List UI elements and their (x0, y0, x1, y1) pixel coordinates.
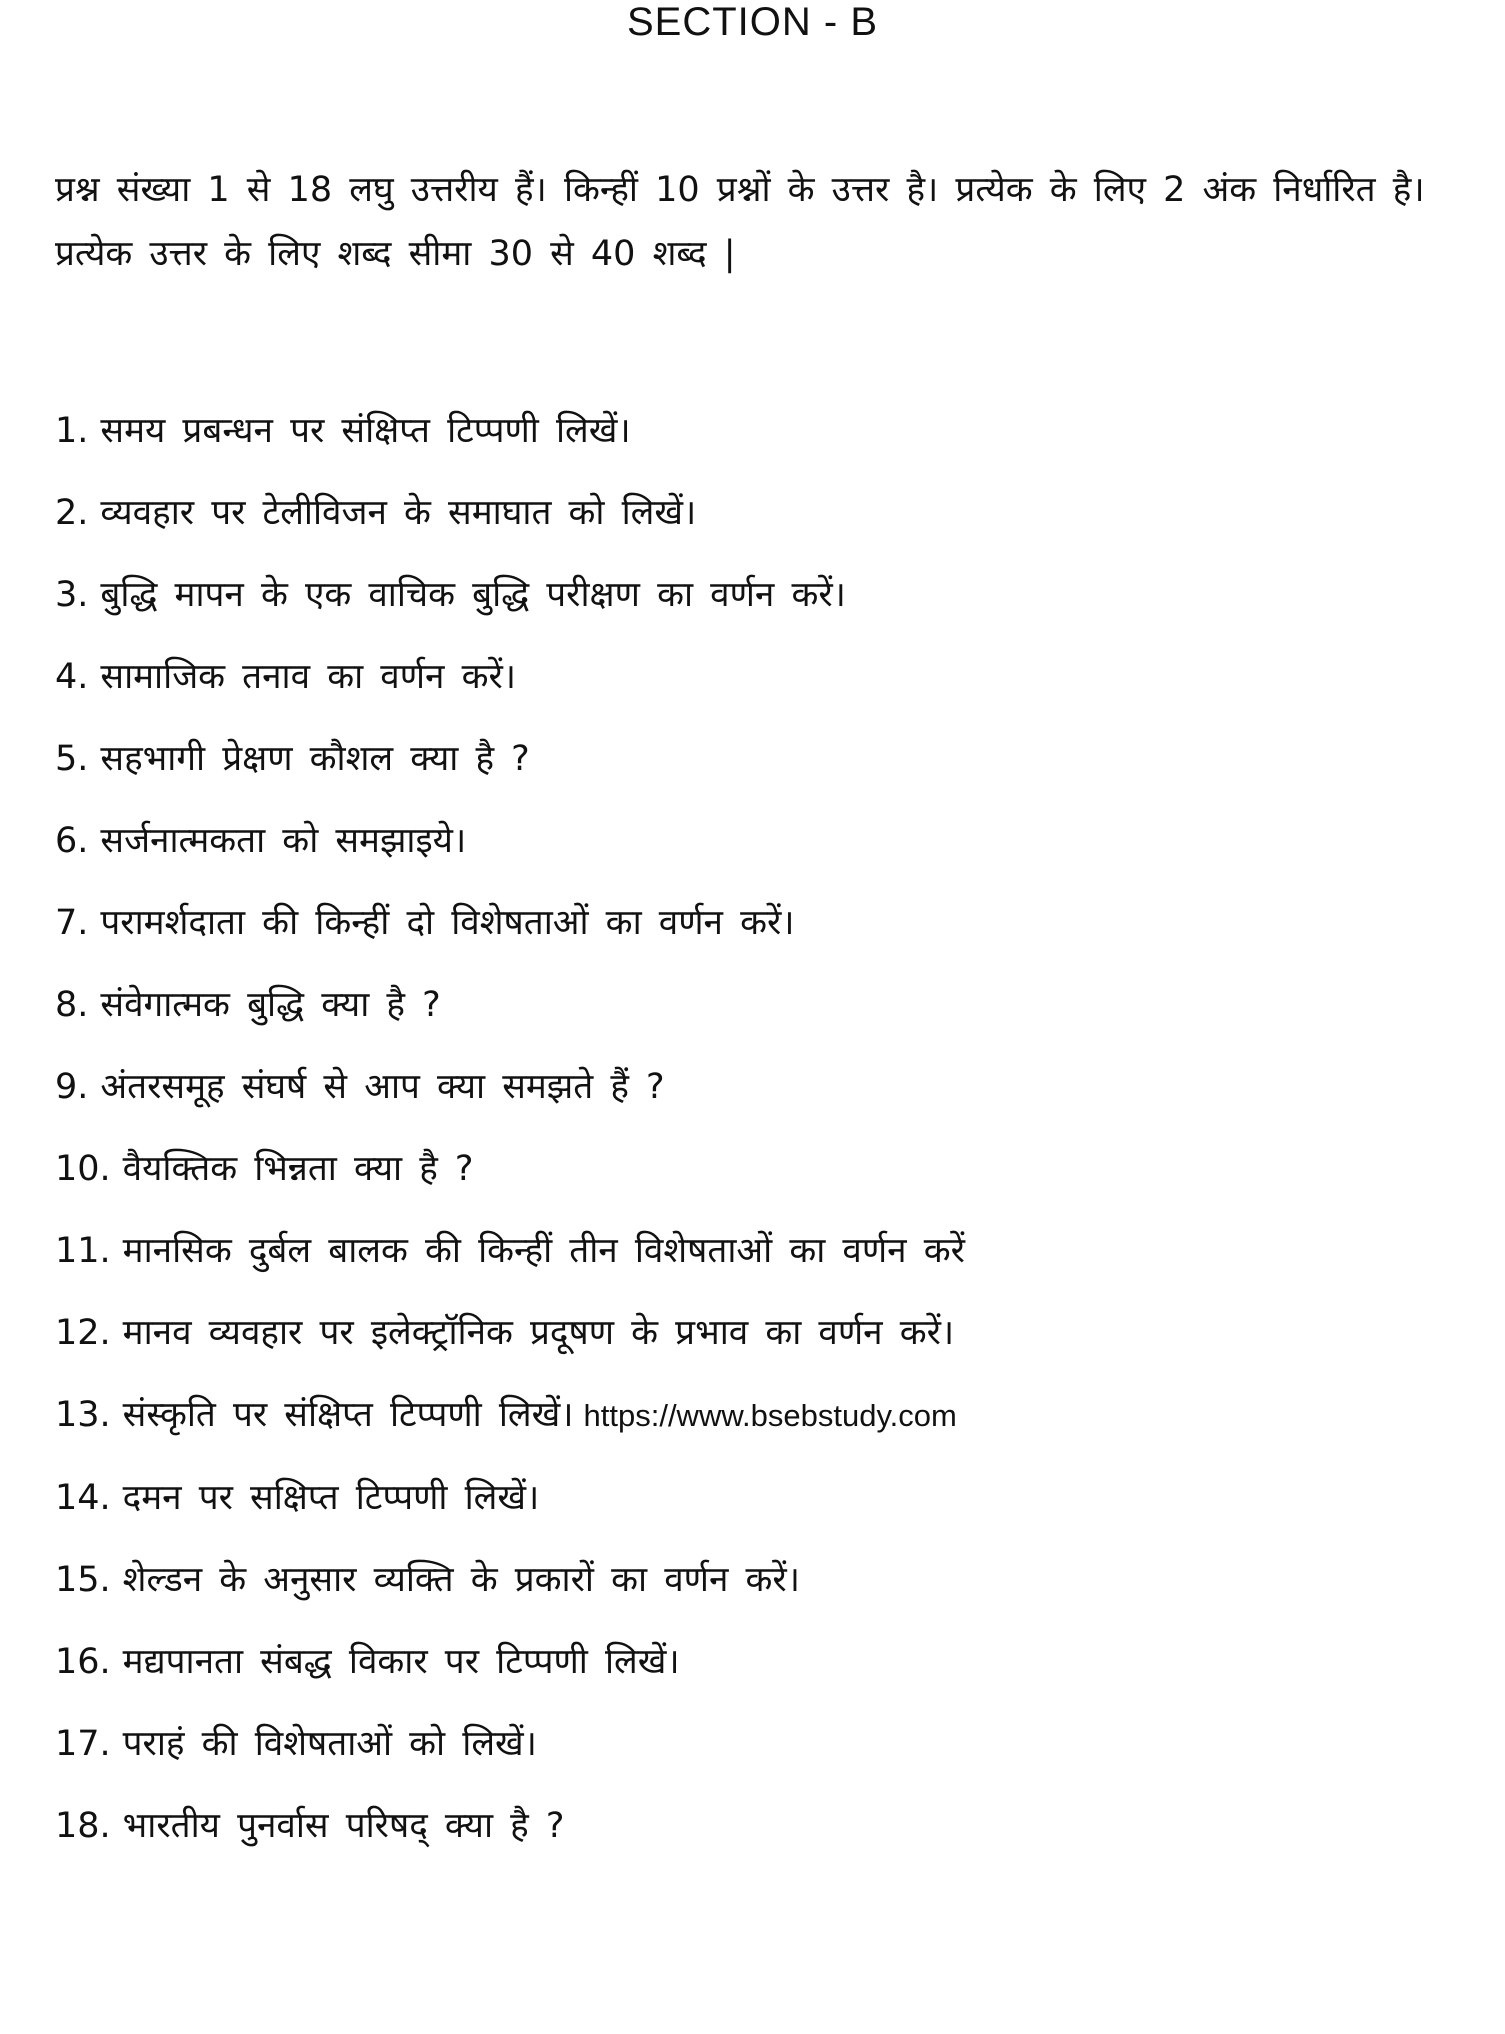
question-number: 12. (55, 1313, 111, 1353)
question-number: 14. (55, 1478, 111, 1518)
question-item (55, 882, 965, 964)
question-text: मद्यपानता संबद्ध विकार पर टिप्पणी लिखें। (122, 1642, 680, 1682)
question-item (55, 1292, 965, 1374)
question-item (55, 1785, 965, 1867)
question-text: परामर्शदाता की किन्हीं दो विशेषताओं का वर्णन करें। (100, 903, 795, 943)
question-text: संवेगात्मक बुद्धि क्या है ? (100, 985, 441, 1025)
question-number: 10. (55, 1149, 111, 1189)
question-number: 5. (55, 739, 89, 779)
question-number: 2. (55, 493, 89, 533)
section-title: SECTION - B (626, 0, 879, 44)
question-item (55, 1703, 965, 1785)
question-item (55, 390, 965, 472)
question-text: मानसिक दुर्बल बालक की किन्हीं तीन विशेषताओं का वर्णन करें (122, 1231, 965, 1271)
question-item (55, 472, 965, 554)
question-number: 15. (55, 1560, 111, 1600)
question-number: 7. (55, 903, 89, 943)
question-text: पराहं की विशेषताओं को लिखें। (122, 1724, 537, 1764)
question-text: समय प्रबन्धन पर संक्षिप्त टिप्पणी लिखें। (100, 411, 631, 451)
question-item (55, 1046, 965, 1128)
question-number: 18. (55, 1806, 111, 1846)
question-item (55, 964, 965, 1046)
question-item (55, 554, 965, 636)
question-number: 17. (55, 1724, 111, 1764)
question-text: सामाजिक तनाव का वर्णन करें। (100, 657, 517, 697)
question-item (55, 1621, 965, 1703)
question-text: अंतरसमूह संघर्ष से आप क्या समझते हैं ? (100, 1067, 665, 1107)
question-text: वैयक्तिक भिन्नता क्या है ? (122, 1149, 474, 1189)
question-number: 6. (55, 821, 89, 861)
question-text: सहभागी प्रेक्षण कौशल क्या है ? (100, 739, 530, 779)
question-number: 4. (55, 657, 89, 697)
question-item (55, 1539, 965, 1621)
question-item (55, 1210, 965, 1292)
question-text: व्यवहार पर टेलीविजन के समाघात को लिखें। (100, 493, 697, 533)
watermark-url: https://www.bsebstudy.com (583, 1398, 957, 1433)
question-item (55, 636, 965, 718)
question-text: दमन पर सक्षिप्त टिप्पणी लिखें। (122, 1478, 540, 1518)
question-list (55, 390, 965, 1867)
question-text: शेल्डन के अनुसार व्यक्ति के प्रकारों का वर्णन करें। (122, 1560, 800, 1600)
question-text: संस्कृति पर संक्षिप्त टिप्पणी लिखें। (122, 1395, 574, 1435)
question-number: 8. (55, 985, 89, 1025)
question-item (55, 1128, 965, 1210)
question-number: 1. (55, 411, 89, 451)
instructions-paragraph: प्रश्न संख्या 1 से 18 लघु उत्तरीय हैं। किन्हीं 10 प्रश्नों के उत्तर है। प्रत्येक के लिए 2 अंक निर्धारित है। प्रत्येक उत्तर के लिए शब्द सीमा 30 से 40 शब्द | (55, 170, 1425, 274)
question-number: 3. (55, 575, 89, 615)
question-number: 9. (55, 1067, 89, 1107)
question-number: 16. (55, 1642, 111, 1682)
question-item (55, 800, 965, 882)
question-item (55, 1457, 965, 1539)
question-text: बुद्धि मापन के एक वाचिक बुद्धि परीक्षण का वर्णन करें। (100, 575, 846, 615)
question-text: भारतीय पुनर्वास परिषद् क्या है ? (122, 1806, 565, 1846)
question-text: मानव व्यवहार पर इलेक्ट्रॉनिक प्रदूषण के प्रभाव का वर्णन करें। (122, 1313, 955, 1353)
question-item (55, 1374, 965, 1457)
question-number: 11. (55, 1231, 111, 1271)
question-number: 13. (55, 1395, 111, 1435)
question-text: सर्जनात्मकता को समझाइये। (100, 821, 467, 861)
question-item (55, 718, 965, 800)
